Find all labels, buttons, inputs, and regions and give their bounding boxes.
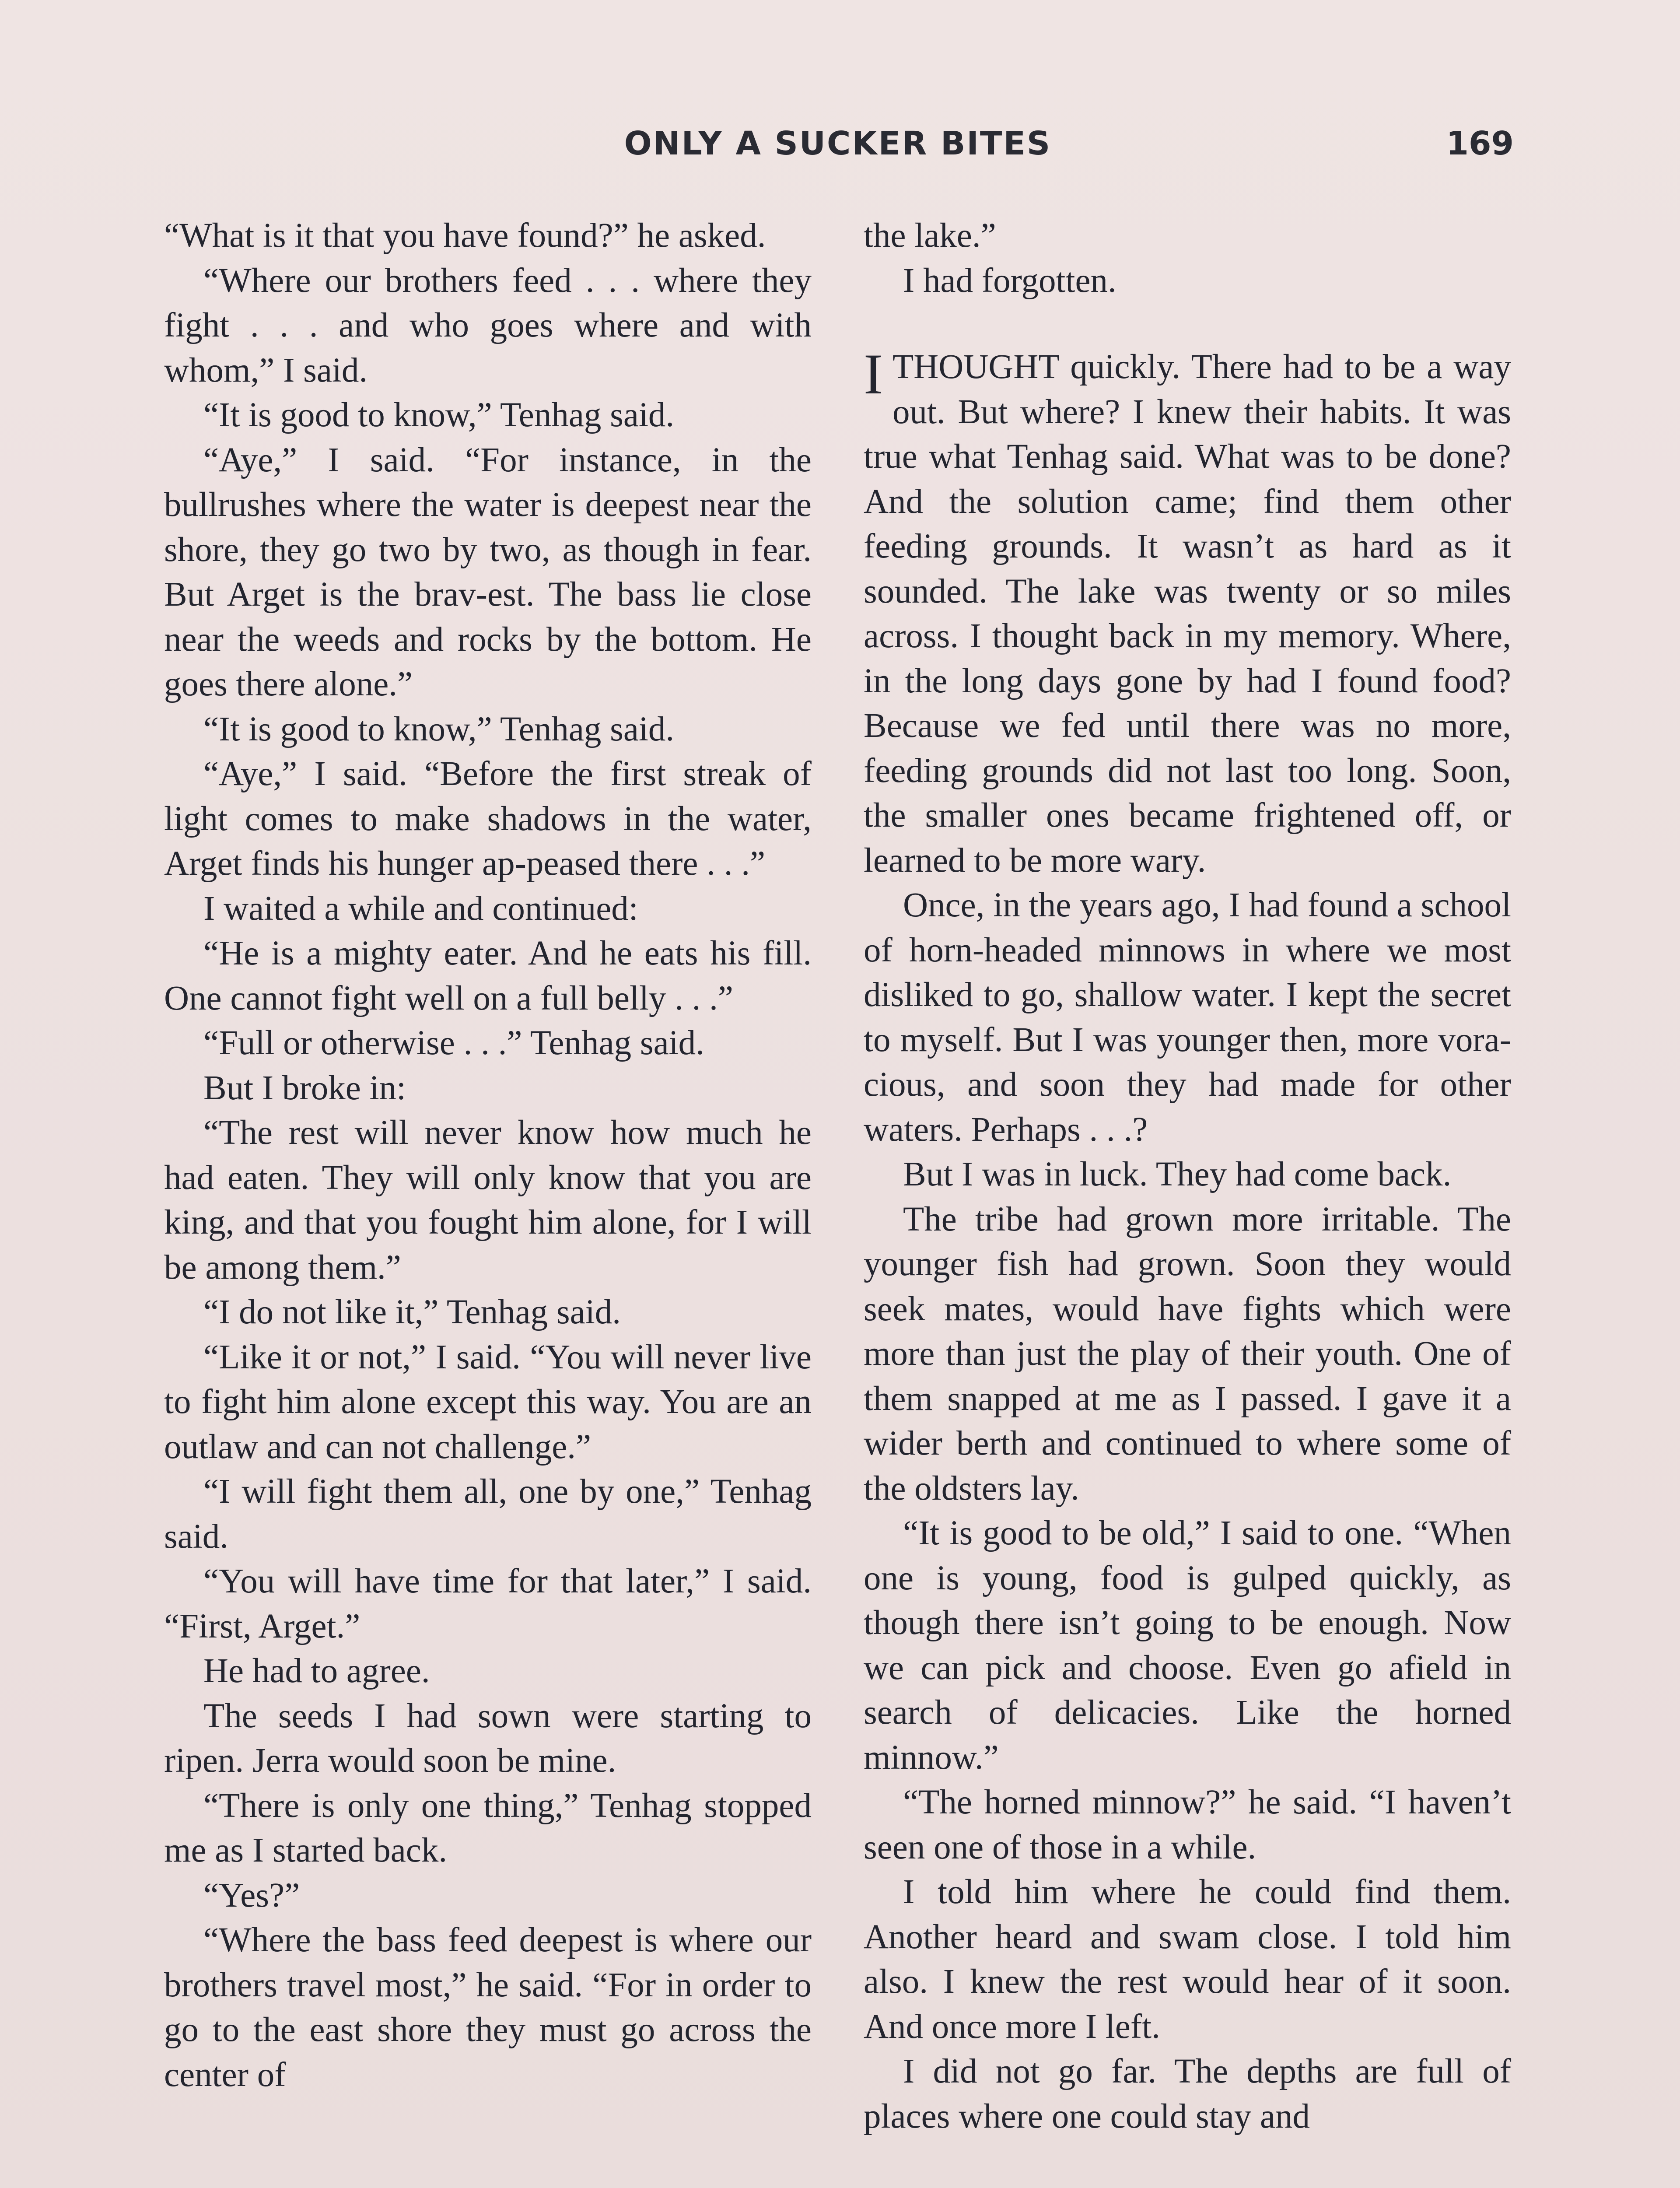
drop-cap: I [864, 342, 883, 406]
paragraph: He had to agree. [203, 1652, 430, 1690]
paragraph: “It is good to be old,” I said to one. “When one is young, food is gulped quickly, as though there isn’t going to be enough. Now we can pick and choose. Even go afield in search of delicacies. Like the horned minnow.” [864, 1514, 1511, 1777]
paragraph: But I was in luck. They had come back. [903, 1155, 1452, 1193]
paragraph: “He is a mighty eater. And he eats his fill. One cannot fight well on a full belly . . .” [164, 934, 812, 1017]
page-header [162, 125, 1514, 173]
paragraph: “You will have time for that later,” I said. “First, Arget.” [164, 1562, 812, 1645]
paragraph: I did not go far. The depths are full of places where one could stay and [864, 2052, 1511, 2135]
paragraph: But I broke in: [203, 1069, 406, 1107]
paragraph: “The rest will never know how much he had eaten. They will only know that you are king, and that you fought him alone, for I will be among them.” [164, 1114, 812, 1287]
paragraph: “Where our brothers feed . . . where they fight . . . and who goes where and with whom,” I said. [164, 261, 812, 389]
paragraph: “It is good to know,” Tenhag said. [203, 710, 675, 748]
paragraph: “There is only one thing,” Tenhag stopped me as I started back. [164, 1786, 812, 1869]
section-start-text: THOUGHT quickly. There had to be a way out. But where? I knew their habits. It was true what Tenhag said. What was to be done? And the solution came; find them other feeding grounds. It wasn’t as hard as it sounded. The lake was twenty or so miles across. I thought back in my memory. Where, in the long days gone by had I found food? Because we fed until there was no more, feeding grounds did not last too long. Soon, the smaller ones became frightened off, or learned to be more wary. [864, 348, 1511, 880]
paragraph: “It is good to know,” Tenhag said. [203, 396, 675, 434]
paragraph: “Aye,” I said. “Before the first streak of light comes to make shadows in the water, Arget finds his hunger ap-peased there . . .” [164, 755, 812, 883]
running-head: ONLY A SUCKER BITES [624, 125, 1052, 162]
paragraph: The tribe had grown more irritable. The younger fish had grown. Soon they would seek mates, would have fights which were more than just the play of their youth. One of them snapped at me as I passed. I gave it a wider berth and continued to where some of the oldsters lay. [864, 1200, 1511, 1508]
right-column [864, 214, 1511, 2139]
paragraph: Once, in the years ago, I had found a school of horn-headed minnows in where we most disliked to go, shallow water. I kept the secret to myself. But I was younger then, more vora-cious, and soon they had made for other waters. Perhaps . . .? [864, 886, 1511, 1149]
paragraph: the lake.” [864, 217, 996, 255]
paragraph: “Full or otherwise . . .” Tenhag said. [203, 1024, 704, 1062]
paragraph: “I do not like it,” Tenhag said. [203, 1293, 621, 1331]
paragraph: “Yes?” [203, 1876, 300, 1914]
paragraph: I had forgotten. [903, 261, 1116, 300]
paragraph: “The horned minnow?” he said. “I haven’t seen one of those in a while. [864, 1783, 1511, 1866]
paragraph: “What is it that you have found?” he asked. [164, 217, 766, 255]
paragraph: The seeds I had sown were starting to ripen. Jerra would soon be mine. [164, 1697, 812, 1780]
page-number: 169 [1446, 125, 1514, 162]
paragraph: I waited a while and continued: [203, 889, 638, 928]
paragraph: I told him where he could find them. Another heard and swam close. I told him also. I knew the rest would hear of it soon. And once more I left. [864, 1873, 1511, 2046]
section-start-paragraph [864, 342, 1511, 883]
paragraph: “Aye,” I said. “For instance, in the bullrushes where the water is deepest near the shore, they go two by two, as though in fear. But Arget is the brav-est. The bass lie close near the weeds and rocks by the bottom. He goes there alone.” [164, 441, 812, 703]
left-column [164, 214, 812, 2097]
paragraph: “I will fight them all, one by one,” Tenhag said. [164, 1473, 812, 1556]
paragraph: “Like it or not,” I said. “You will never live to fight him alone except this way. You are an outlaw and can not challenge.” [164, 1338, 812, 1466]
paragraph: “Where the bass feed deepest is where our brothers travel most,” he said. “For in order to go to the east shore they must go across the center of [164, 1921, 812, 2094]
